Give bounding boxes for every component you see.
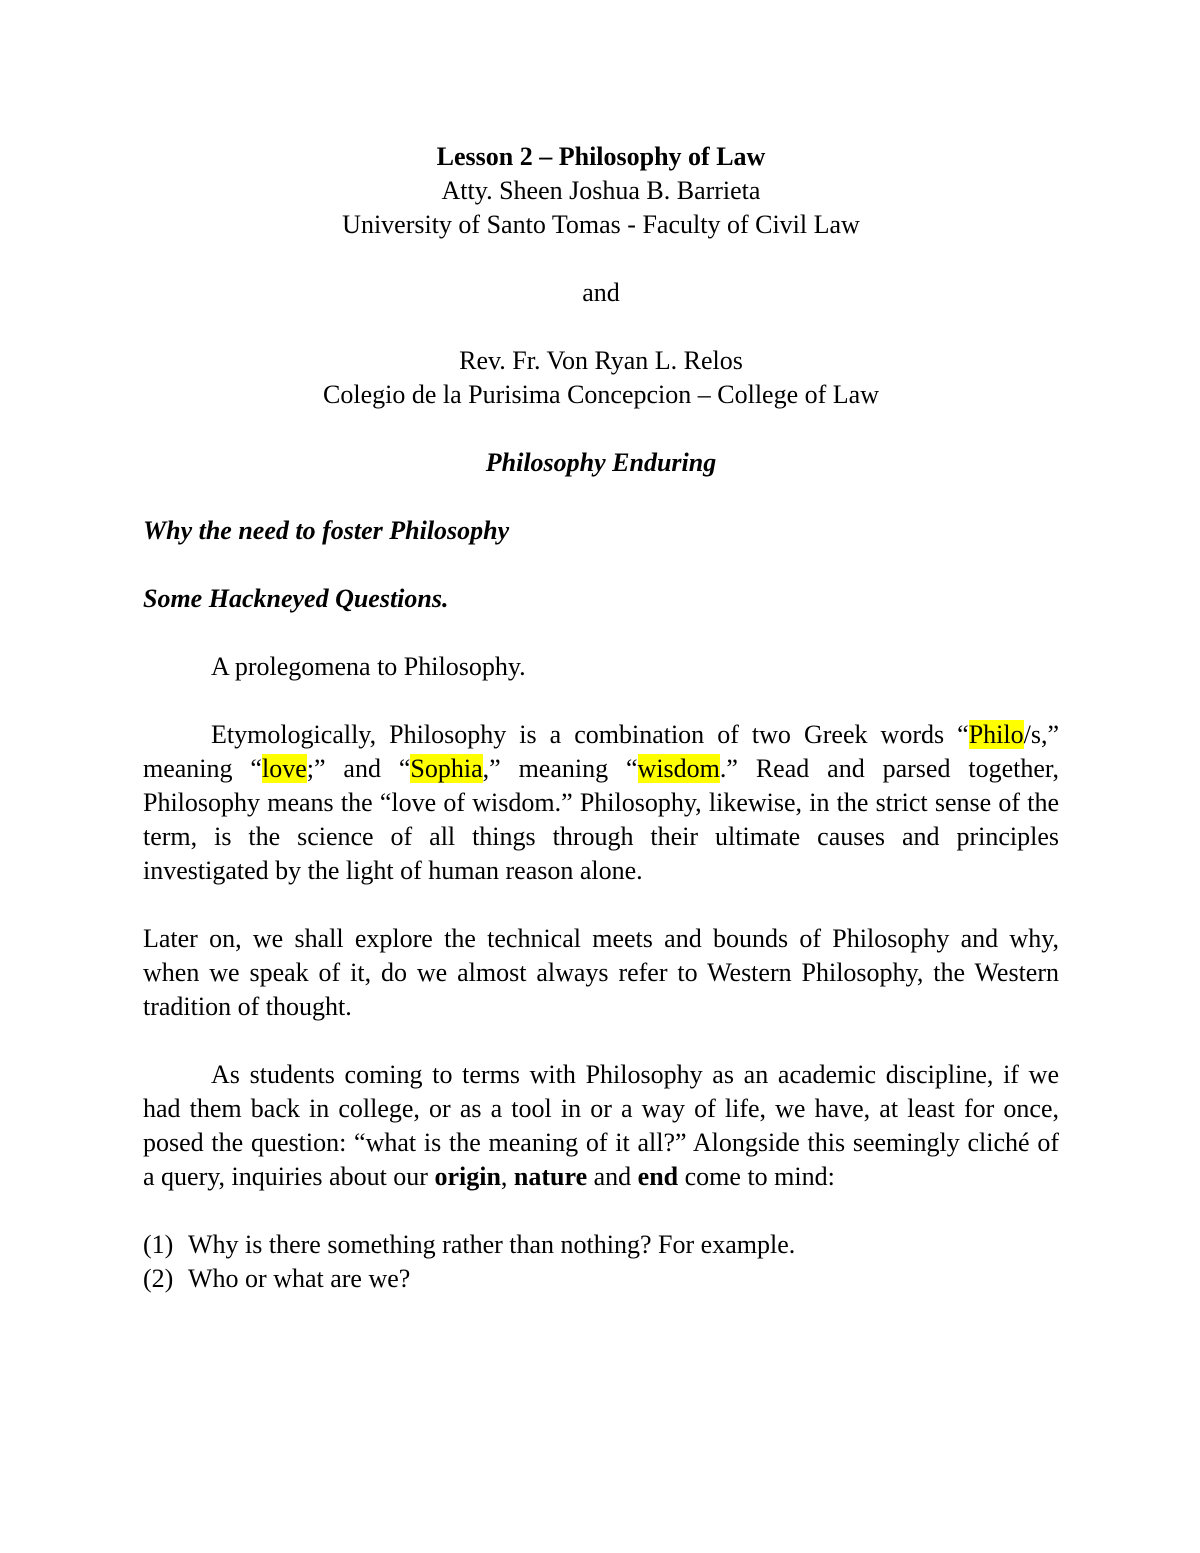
spacer [143,242,1059,276]
list-item-number: (2) [143,1264,174,1293]
meaning-separator: , [500,1162,514,1191]
spacer [143,480,1059,514]
list-item-number: (1) [143,1230,174,1259]
spacer [143,684,1059,718]
spacer [143,888,1059,922]
author-conjunction: and [582,278,620,307]
paragraph-prolegomena: A prolegomena to Philosophy. [211,652,526,681]
highlight-love: love [261,754,307,783]
etymology-text: .” Read and parsed together, Philosophy means the “love of wisdom.” Philosophy, likewise, in the strict sense of the term, is the science of all things through their ultimate causes and principles investigated by the light of human reason alone. [143,754,1059,885]
subheading-foster-philosophy: Why the need to foster Philosophy [143,516,510,545]
subheading-hackneyed-questions: Some Hackneyed Questions. [143,584,449,613]
author-1-name: Atty. Sheen Joshua B. Barrieta [441,176,761,205]
highlight-philo: Philo [968,720,1024,749]
etymology-text: /s,” meaning “ [143,720,1059,783]
document-page [143,140,1059,1296]
paragraph-western-philosophy: Later on, we shall explore the technical meets and bounds of Philosophy and why, when we speak of it, do we almost always refer to Western Philosophy, the Western tradition of thought. [143,924,1059,1021]
author-2-affiliation: Colegio de la Purisima Concepcion – College of Law [323,380,879,409]
meaning-separator: and [587,1162,638,1191]
etymology-text: ;” and “ [306,754,411,783]
spacer [143,616,1059,650]
spacer [143,1024,1059,1058]
spacer [143,1194,1059,1228]
paragraph-etymology [143,718,1059,888]
questions-list [143,1228,1059,1296]
paragraph-meaning-of-it-all [143,1058,1059,1194]
bold-origin: origin [434,1162,501,1191]
spacer [143,310,1059,344]
author-1-affiliation: University of Santo Tomas - Faculty of Civil Law [342,210,860,239]
etymology-text: ,” meaning “ [482,754,638,783]
list-item [143,1228,1059,1262]
meaning-text: As students coming to terms with Philosophy as an academic discipline, if we had them back in college, or as a tool in or a way of life, we have, at least for once, posed the question: “what is the meaning of it all?” Alongside this seemingly cliché of a query, inquiries about our [143,1060,1059,1191]
etymology-text: Etymologically, Philosophy is a combination of two Greek words “ [211,720,969,749]
spacer [143,412,1059,446]
meaning-tail: come to mind: [678,1162,835,1191]
highlight-sophia: Sophia [410,754,483,783]
bold-end: end [637,1162,679,1191]
bold-nature: nature [513,1162,588,1191]
list-item [143,1262,1059,1296]
highlight-wisdom: wisdom [637,754,720,783]
author-2-name: Rev. Fr. Von Ryan L. Relos [459,346,743,375]
list-item-text: Why is there something rather than nothing? For example. [188,1230,796,1259]
lesson-title: Lesson 2 – Philosophy of Law [436,142,766,171]
section-title: Philosophy Enduring [485,448,717,477]
spacer [143,548,1059,582]
list-item-text: Who or what are we? [188,1264,411,1293]
